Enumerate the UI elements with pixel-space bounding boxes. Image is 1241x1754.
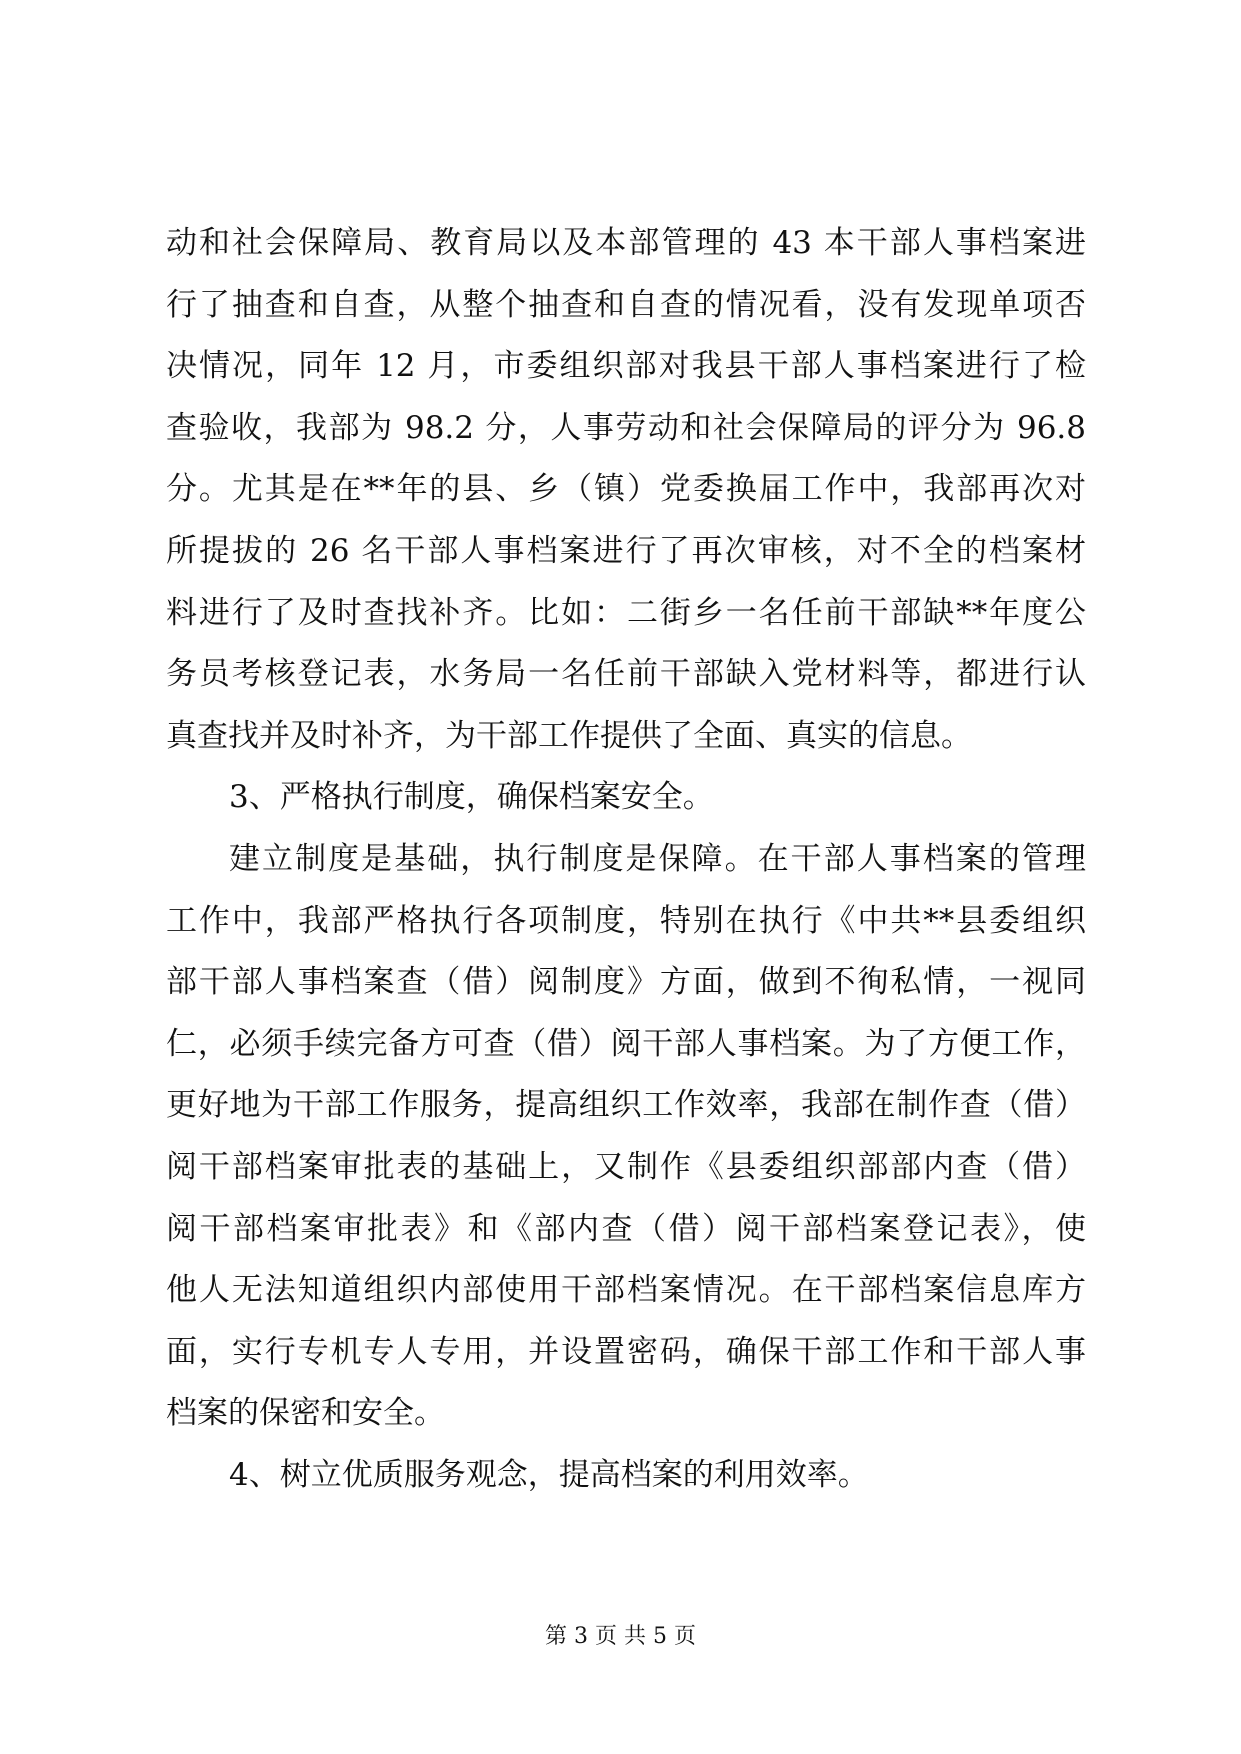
paragraph-end-line: 真查找并及时补齐，为干部工作提供了全面、真实的信息。	[166, 717, 972, 754]
text-line: 料进行了及时查找补齐。比如：二街乡一名任前干部缺**年度公	[166, 594, 1086, 631]
text-line: 他人无法知道组织内部使用干部档案情况。在干部档案信息库方	[166, 1272, 1086, 1309]
page-footer: 第 3 页 共 5 页	[545, 1624, 696, 1649]
text-line: 所提拔的 26 名干部人事档案进行了再次审核，对不全的档案材	[166, 532, 1086, 569]
section-heading: 4、树立优质服务观念，提高档案的利用效率。	[229, 1456, 869, 1493]
text-line: 工作中，我部严格执行各项制度，特别在执行《中共**县委组织	[166, 902, 1086, 939]
text-line: 分。尤其是在**年的县、乡（镇）党委换届工作中，我部再次对	[166, 471, 1086, 508]
text-line: 更好地为干部工作服务，提高组织工作效率，我部在制作查（借）	[166, 1087, 1086, 1124]
paragraph-end-line: 档案的保密和安全。	[166, 1395, 445, 1432]
text-line: 部干部人事档案查（借）阅制度》方面，做到不徇私情，一视同	[166, 964, 1086, 1001]
text-line: 行了抽查和自查，从整个抽查和自查的情况看，没有发现单项否	[166, 286, 1086, 323]
text-line: 阅干部档案审批表》和《部内查（借）阅干部档案登记表》，使	[166, 1210, 1086, 1247]
text-line: 务员考核登记表，水务局一名任前干部缺入党材料等，都进行认	[166, 656, 1086, 693]
text-line: 面，实行专机专人专用，并设置密码，确保干部工作和干部人事	[166, 1333, 1086, 1370]
document-body	[166, 225, 1086, 1521]
text-line: 仁，必须手续完备方可查（借）阅干部人事档案。为了方便工作，	[166, 1025, 1086, 1062]
section-heading: 3、严格执行制度，确保档案安全。	[229, 779, 714, 816]
text-line: 动和社会保障局、教育局以及本部管理的 43 本干部人事档案进	[166, 225, 1086, 261]
text-line: 决情况，同年 12 月，市委组织部对我县干部人事档案进行了检	[166, 348, 1086, 385]
text-line: 阅干部档案审批表的基础上，又制作《县委组织部部内查（借）	[166, 1148, 1086, 1185]
paragraph-first-line: 建立制度是基础，执行制度是保障。在干部人事档案的管理	[229, 840, 1086, 877]
text-line: 查验收，我部为 98.2 分，人事劳动和社会保障局的评分为 96.8	[166, 409, 1086, 446]
